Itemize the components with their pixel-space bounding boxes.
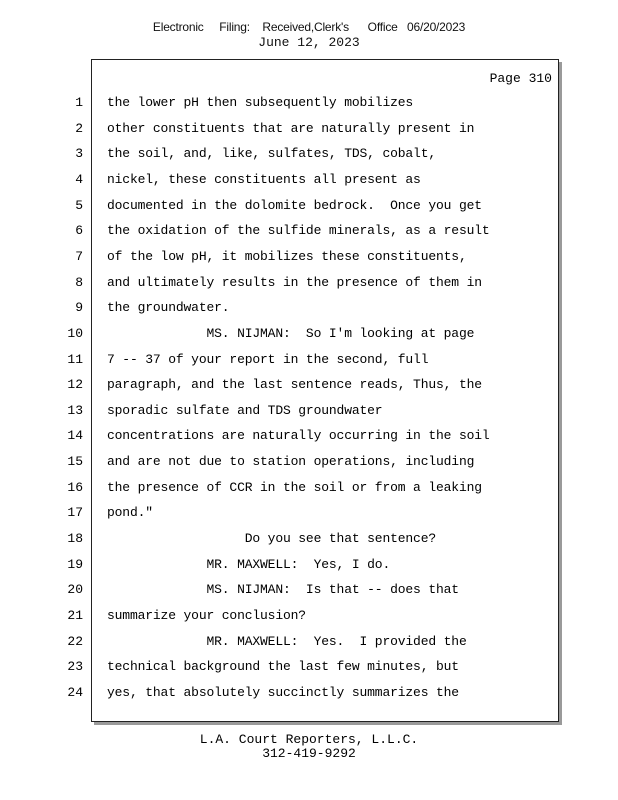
line-text: the lower pH then subsequently mobilizes	[107, 95, 414, 110]
transcript-line	[0, 478, 560, 498]
line-number: 23	[67, 659, 83, 675]
footer-company: L.A. Court Reporters, L.L.C.	[199, 732, 419, 747]
transcript-line	[0, 529, 560, 549]
line-number: 16	[67, 479, 83, 495]
line-number: 17	[67, 505, 83, 521]
line-number: 11	[67, 351, 83, 367]
line-text: MR. MAXWELL: Yes, I do.	[107, 556, 391, 572]
line-text: documented in the dolomite bedrock. Once you get	[107, 197, 482, 213]
transcript-line	[0, 350, 560, 370]
line-text: 7 -- 37 of your report in the second, full	[107, 351, 429, 367]
line-number: 22	[67, 633, 83, 649]
footer-phone: 312-419-9292	[262, 746, 356, 761]
line-number: 12	[67, 377, 83, 393]
transcript-line	[0, 606, 560, 626]
line-number: 4	[75, 171, 83, 187]
line-text: technical background the last few minutes, but	[107, 659, 459, 675]
line-text: paragraph, and the last sentence reads, Thus, the	[107, 377, 482, 393]
transcript-line	[0, 503, 560, 523]
line-text: the presence of CCR in the soil or from a leaking	[107, 479, 482, 495]
line-number: 6	[75, 223, 83, 239]
transcript-line	[0, 221, 560, 241]
line-number: 20	[67, 582, 83, 598]
transcript-line	[0, 452, 560, 472]
line-text: pond."	[107, 505, 153, 521]
transcript-line	[0, 555, 560, 575]
line-number: 18	[67, 531, 83, 547]
transcript-line	[0, 298, 560, 318]
transcript-line	[0, 93, 560, 113]
transcript-line	[0, 401, 560, 421]
transcript-line	[0, 144, 560, 164]
line-number: 14	[67, 428, 83, 444]
page-number: Page 310	[489, 71, 552, 86]
line-text: and ultimately results in the presence of them in	[107, 274, 482, 290]
hearing-date: June 12, 2023	[258, 35, 360, 50]
transcript-line	[0, 196, 560, 216]
line-text: sporadic sulfate and TDS groundwater	[107, 402, 383, 418]
line-text: nickel, these constituents all present as	[107, 171, 421, 187]
transcript-line	[0, 426, 560, 446]
line-number: 19	[67, 556, 83, 572]
line-text: and are not due to station operations, including	[107, 454, 475, 470]
transcript-line	[0, 657, 560, 677]
line-number: 15	[67, 454, 83, 470]
line-number: 13	[67, 402, 83, 418]
line-number: 1	[75, 95, 83, 110]
line-text: other constituents that are naturally present in	[107, 120, 475, 136]
line-text: Do you see that sentence?	[107, 531, 437, 547]
line-number: 5	[75, 197, 83, 213]
line-number: 21	[67, 608, 83, 623]
transcript-line	[0, 632, 560, 652]
filing-stamp: Electronic Filing: Received,Clerk's Office 06/20/2023	[152, 20, 466, 34]
transcript-line	[0, 170, 560, 190]
transcript-line	[0, 375, 560, 395]
line-text: yes, that absolutely succinctly summarizes the	[107, 684, 459, 700]
line-number: 3	[75, 146, 83, 162]
line-text: the soil, and, like, sulfates, TDS, cobalt,	[107, 146, 437, 162]
transcript-line	[0, 273, 560, 293]
line-number: 7	[75, 248, 83, 264]
line-text: summarize your conclusion?	[107, 608, 306, 623]
transcript-line	[0, 580, 560, 600]
line-text: concentrations are naturally occurring in the soil	[107, 428, 490, 444]
line-text: the groundwater.	[107, 300, 230, 316]
line-number: 9	[75, 300, 83, 316]
line-number: 24	[67, 684, 83, 700]
transcript-line	[0, 247, 560, 267]
transcript-line	[0, 324, 560, 344]
line-text: of the low pH, it mobilizes these constituents,	[107, 248, 467, 264]
line-number: 8	[75, 274, 83, 290]
line-number: 10	[67, 325, 83, 341]
line-number: 2	[75, 120, 83, 136]
line-text: MS. NIJMAN: So I'm looking at page	[107, 325, 475, 341]
transcript-line	[0, 683, 560, 703]
line-text: MS. NIJMAN: Is that -- does that	[107, 582, 459, 598]
line-text: MR. MAXWELL: Yes. I provided the	[107, 633, 467, 649]
line-text: the oxidation of the sulfide minerals, as a result	[107, 223, 490, 239]
transcript-line	[0, 119, 560, 139]
